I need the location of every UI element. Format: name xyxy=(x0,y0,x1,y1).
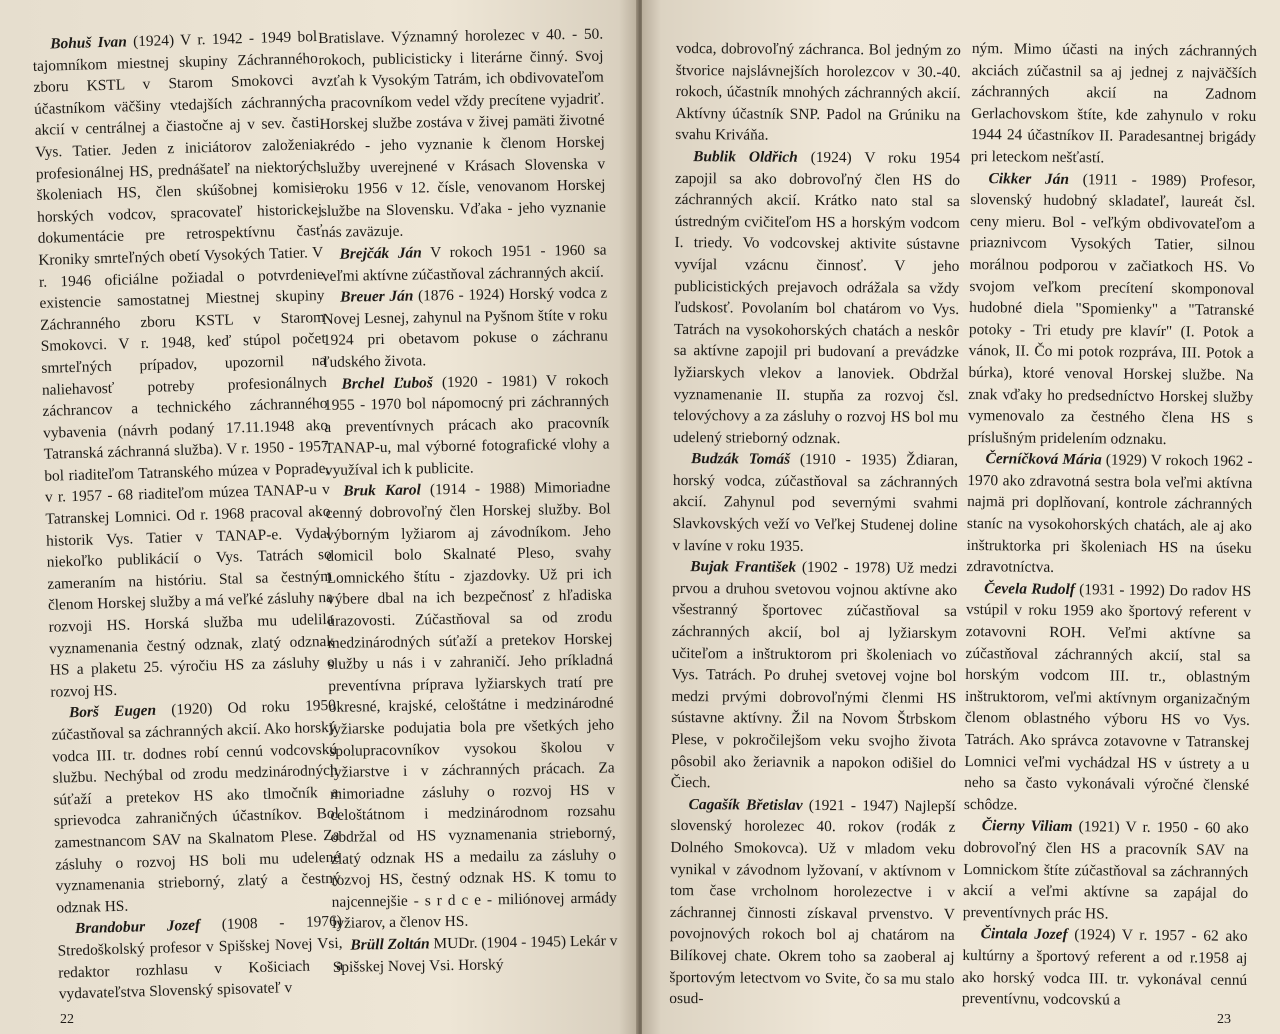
entry-text: (1920) Od roku 1950 zúčastňoval sa záchranných akcií. Ako horský vodca III. tr. dodnes robí cennú vodcovskú službu. Nechýbal od zrodu medzinárodných súťaží a pretekov HS ako tlmočník a sprievodca zahraničných účastníkov. Bol zamestnancom SAV na Skalnatom Plese. Za zásluhy o rozvoj HS boli mu udelené vyznamenania strieborný, zlatý a čestný odznak HS. xyxy=(51,697,341,917)
entry-text: (1876 - 1924) Horský vodca z Novej Lesnej, zahynul na Pyšnom štíte v roku 1924 pri obetavom pokuse o záchranu ľudského života. xyxy=(322,284,609,371)
entry-name: Bohuš Ivan xyxy=(50,33,127,53)
entry-name: Brchel Ľuboš xyxy=(341,373,433,393)
entry-paragraph xyxy=(675,38,961,148)
entry-name: Černíčková Mária xyxy=(985,450,1102,469)
entry-paragraph xyxy=(51,695,342,919)
entry-paragraph xyxy=(669,794,956,1012)
entry-paragraph xyxy=(673,146,960,450)
entry-paragraph xyxy=(318,24,606,244)
entry-text: (1911 - 1989) Profesor, slovenský hudobný skladateľ, laureát čsl. ceny mieru. Bol - veľkým obdivovateľom a priaznivcom Vysokých Tatier, silnou morálnou podporou v začiatkoch HS. Vo svojom veľkom precítení skomponoval hudobné diela "Spomienky" a "Tatranské potoky - Tri etudy pre klavír" (I. Potok a vánok, II. Čo mi potok rozpráva, III. Potok a búrka), ktoré venoval Horskej službe. Na znak vďaky ho predsedníctvo Horskej služby vymenovalo za čestného člena HS s príslušným pridelením odznaku. xyxy=(967,170,1256,448)
entry-text: (1931 - 1992) Do radov HS vstúpil v roku 1959 ako športový referent v zotavovni ROH. Veľmi aktívne sa zúčastňoval záchranných akcií, stal sa horským vodcom III. tr., oblastným inštruktorom, veľmi aktívnym organizačným členom oblastného výboru HS vo Vys. Tatrách. Ako správca zotavovne v Tatranskej Lomnici veľmi vychádzal HS v ústrety a u neho sa často vykonávali výročné členské schôdze. xyxy=(963,580,1252,814)
entry-name: Bublik Oldřich xyxy=(693,148,798,166)
entry-paragraph xyxy=(672,448,958,558)
entry-paragraph xyxy=(671,556,958,796)
entry-name: Brüll Zoltán xyxy=(350,935,430,954)
entry-paragraph xyxy=(971,38,1257,171)
entry-paragraph xyxy=(57,911,344,1005)
entry-name: Budzák Tomáš xyxy=(691,450,791,469)
entry-paragraph xyxy=(323,369,610,481)
entry-name: Brejčák Ján xyxy=(339,244,422,263)
entry-text: (1924) V r. 1942 - 1949 bol tajomníkom miestnej skupiny Záchranného zboru KSTL v Starom Smokovci a účastníkom väčšiny vtedajších záchranných akcií v centrálnej a čiastočne aj v sev. časti Vys. Tatier. Jeden z iniciátorov založenia profesionálnej HS, prednášateľ na niektorých školeniach HS, člen skúšobnej komisie horských vodcov, spracovateľ historickej dokumentácie pre retrospektívnu časť Kroniky smrteľných obetí Vysokých Tatier. V r. 1946 oficiálne požiadal o potvrdenie existencie samostatnej Miestnej skupiny Záchranného zboru KSTL v Starom Smokovci. V r. 1948, keď stúpol počet smrteľných prípadov, upozornil na naliehavosť potreby profesionálnych záchrancov a technického záchranného vybavenia (návrh podaný 17.11.1948 ako Tatranská záchranná služba). V r. 1950 - 1957 bol riaditeľom Tatranského múzea v Poprade, v r. 1957 - 68 riaditeľom múzea TANAP-u v Tatranskej Lomnici. Od r. 1968 pracoval ako historik Vys. Tatier v TANAP-e. Vydal niekoľko publikácií o Vys. Tatrách so zameraním na históriu. Stal sa čestným členom Horskej služby a má veľké zásluhy na rozvoji HS. Horská služba mu udelila vyznamenania čestný odznak, zlatý odznak HS a plaketu 25. výročiu HS za zásluhy o rozvoj HS. xyxy=(32,28,335,701)
entry-text: (1924) V r. 1957 - 62 ako kultúrny a športový referent a od r.1958 aj ako horský vodca III. tr. vykonával cennú preventívnu, vodcovskú a xyxy=(961,926,1248,1009)
entry-text: (1924) V roku 1954 zapojil sa ako dobrovoľný člen HS do záchranných akcií. Krátko nato stal sa ústredným cvičiteľom HS a horským vodcom I. triedy. Vo vodcovskej aktivite sústavne vyvíjal vzácnu činnosť. V jeho publicistických prejavoch odrážala sa vždy ľudskosť. Povolaním bol chatárom vo Vys. Tatrách na vysokohorských chatách a neskôr sa aktívne zapojil pri budovaní a prevádzke lyžiarskych vlekov a lanoviek. Obdržal vyznamenanie II. stupňa za rozvoj čsl. telovýchovy a za zásluhy o rozvoj HS bol mu udelený strieborný odznak. xyxy=(673,148,961,447)
entry-name: Čevela Rudolf xyxy=(984,580,1075,598)
entry-paragraph xyxy=(325,477,617,935)
entry-text: V rokoch 1951 - 1960 sa veľmi aktívne zúčastňoval záchranných akcií. xyxy=(321,241,607,285)
entry-text: (1921) V r. 1950 - 60 ako dobrovoľný člen HS a pracovník SAV na Lomnickom štíte zúčastňoval sa záchranných akcií a veľmi aktívne sa zapájal do preventívnych prác HS. xyxy=(962,818,1249,923)
entry-text: vodca, dobrovoľný záchranca. Bol jedným zo štvorice najslávnejších horolezcov v 30.-40. rokoch, účastník mnohých záchranných akcií. Aktívny účastník SNP. Padol na Grúniku na svahu Kriváňa. xyxy=(675,39,961,145)
entry-name: Cagašík Břetislav xyxy=(688,795,803,814)
right-page-column-1 xyxy=(669,38,961,1012)
page-number-left: 22 xyxy=(60,1012,74,1027)
right-page xyxy=(642,0,1280,1034)
entry-name: Borš Eugen xyxy=(68,702,157,722)
entry-paragraph xyxy=(962,923,1248,1012)
entry-text: (1902 - 1978) Už medzi prvou a druhou svetovou vojnou aktívne ako všestranný športovec zúčastňoval sa záchranných akcií, bol aj lyžiarskym učiteľom a inštruktorom pri školeniach vo Vys. Tatrách. Po druhej svetovej vojne bol medzi prvými dobrovoľnými členmi HS sústavne aktívny. Žil na Novom Štrbskom Plese, v pokročilejšom veku svojho života pôsobil ako žeriavnik a napokon odišiel do Čiech. xyxy=(670,559,958,792)
right-page-column-2 xyxy=(962,38,1257,1013)
entry-paragraph xyxy=(964,578,1251,819)
entry-name: Čierny Viliam xyxy=(981,817,1073,836)
entry-paragraph xyxy=(966,448,1252,581)
entry-text: (1908 - 1976) Stredoškolský profesor v Spišskej Novej Vsi, redaktor rozhlasu v Košiciach a vydavateľstva Slovenský spisovateľ v xyxy=(57,913,344,1003)
entry-text: Bratislave. Významný horolezec v 40. - 50. rokoch, publicisticky i literárne činný. Svoj vzťah k Vysokým Tatrám, ich obdivovateľom a pracovníkom vedel vždy precítene vyjadriť. Horskej službe zostáva v živej pamäti životné krédo - jeho vyznanie k členom Horskej služby uverejnené v Krásach Slovenska v roku 1956 v 12. čísle, venovanom Horskej službe na Slovensku. Vďaka - jeho vyznanie nás zaväzuje. xyxy=(318,25,606,242)
entry-text: ným. Mimo účasti na iných záchranných akciách zúčastnil sa aj jednej z najväčších záchranných akcií na Zadnom Gerlachovskom štíte, kde zahynulo v roku 1944 24 účastníkov II. Paradesantnej brigády pri leteckom nešťastí. xyxy=(970,39,1257,167)
entry-paragraph xyxy=(32,26,336,703)
entry-name: Čintala Jozef xyxy=(980,925,1068,944)
entry-name: Bruk Karol xyxy=(343,481,421,501)
entry-name: Breuer Ján xyxy=(340,287,414,306)
entry-text: (1910 - 1935) Ždiaran, horský vodca, zúčastňoval sa záchranných akcií. Zahynul pod severnými svahmi Slavkovských veží vo Veľkej Studenej doline v lavíne v roku 1935. xyxy=(672,451,959,555)
entry-name: Cikker Ján xyxy=(988,169,1070,188)
entry-text: (1920 - 1981) V rokoch 1955 - 1970 bol nápomocný pri záchranných a preventívnych prácach ako pracovník TANAP-u, mal výborné fotografické vlohy a využíval ich k publicite. xyxy=(323,370,610,479)
entry-name: Brandobur Jozef xyxy=(74,917,201,938)
left-page-column-2 xyxy=(318,24,618,978)
entry-name: Bujak František xyxy=(690,558,797,577)
entry-paragraph xyxy=(968,168,1256,452)
left-page xyxy=(0,0,638,1034)
entry-text: (1921 - 1947) Najlepší slovenský horolezec 40. rokov (rodák z Dolného Smokovca). Už v mladom veku vynikal v závodnom lyžovaní, v aktívnom v tom čase vrcholnom horolezectve i v záchrannej činnosti získaval prvenstvo. V povojnových rokoch bol aj chatárom na Bilíkovej chate. Okrem toho sa zaoberal aj športovým letectvom vo Svite, čo sa mu stalo osud- xyxy=(669,796,956,1008)
left-page-column-1 xyxy=(32,26,344,1005)
page-number-right: 23 xyxy=(1217,1012,1231,1027)
entry-paragraph xyxy=(963,815,1249,926)
entry-paragraph xyxy=(332,930,618,978)
entry-text: (1914 - 1988) Mimoriadne cenný dobrovoľný člen Horskej služby. Bol výborným lyžiarom aj závodníkom. Jeho domicil bolo Skalnaté Pleso, svahy Lomnického štítu - zjazdovky. Už pri ich výbere dbal na ich bezpečnosť z hľadiska úrazovosti. Zúčastňoval sa od zrodu medzinárodných súťaží a pretekov Horskej služby u nás i v zahraničí. Jeho príkladná preventívna príprava lyžiarskych tratí pre okresné, krajské, celoštátne i medzinárodné lyžiarske podujatia bola pre všetkých jeho spolupracovníkov vysokou školou v lyžiarstve i v záchranných prácach. Za mimoriadne zásluhy o rozvoj HS v celoštátnom i medzinárodnom rozsahu obdržal od HS vyznamenania strieborný, zlatý odznak HS a medailu za zásluhy o rozvoj HS, čestný odznak HS. K tomu to najcennejšie - s r d c e - miliónovej armády lyžiarov, a členov HS. xyxy=(325,478,617,933)
entry-text: MUDr. (1904 - 1945) Lekár v Spišskej Novej Vsi. Horský xyxy=(332,932,618,976)
entry-paragraph xyxy=(321,239,607,287)
entry-text: (1929) V rokoch 1962 - 1970 ako zdravotná sestra bola veľmi aktívna najmä pri doplňovaní, kontrole záchranných staníc na vysokohorských chatách, ale aj ako inštruktorka pri školeniach HS na úseku zdravotníctva. xyxy=(966,451,1253,577)
entry-paragraph xyxy=(322,283,608,374)
